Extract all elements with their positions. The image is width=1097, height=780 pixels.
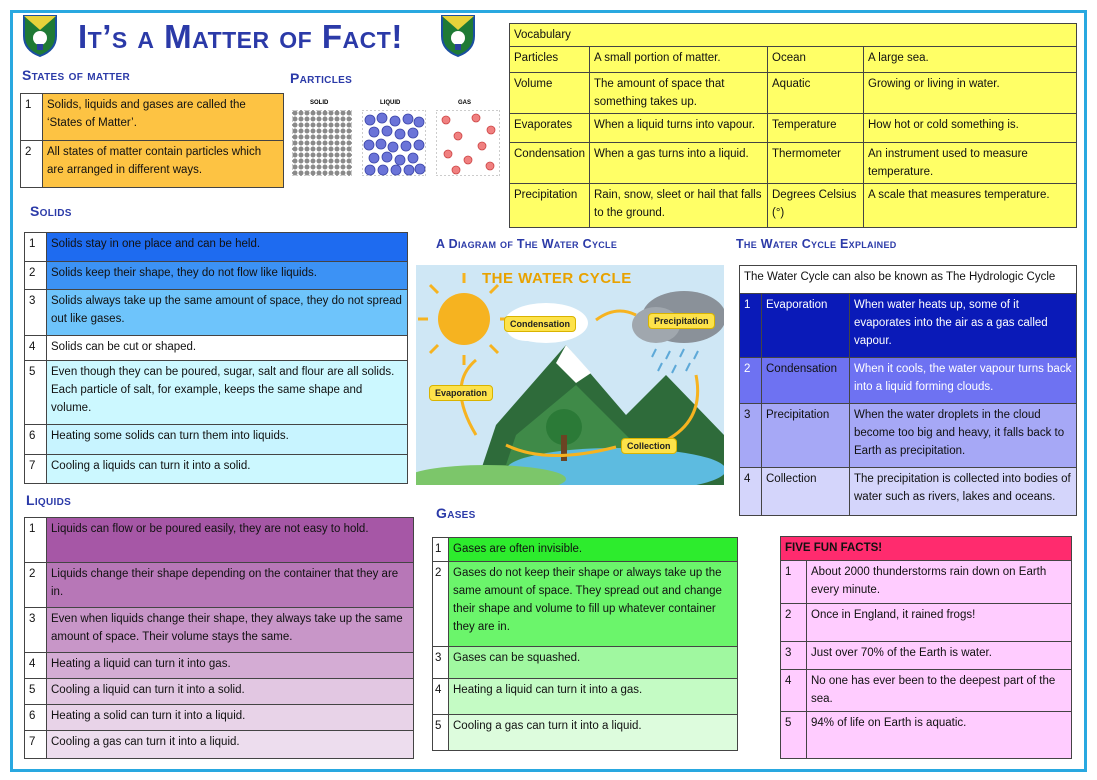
vocab-term: Volume — [510, 73, 590, 114]
fact-text: Once in England, it rained frogs! — [807, 604, 1072, 642]
gases-num: 4 — [433, 679, 449, 715]
liquids-num: 6 — [25, 705, 47, 731]
gas-particles-icon — [436, 110, 500, 176]
vocab-term: Particles — [510, 47, 590, 73]
fact-text: 94% of life on Earth is aquatic. — [807, 712, 1072, 759]
fun-facts-table — [780, 536, 1072, 758]
explained-term: Evaporation — [762, 294, 850, 358]
vocab-term: Aquatic — [768, 73, 864, 114]
liquids-table — [24, 517, 414, 758]
fact-num: 1 — [781, 561, 807, 604]
vocab-term: Ocean — [768, 47, 864, 73]
vocabulary-header: Vocabulary — [510, 24, 1077, 47]
liquids-cell: Liquids change their shape depending on the container that they are in. — [47, 563, 414, 608]
liquids-num: 2 — [25, 563, 47, 608]
vocab-term: Condensation — [510, 143, 590, 184]
vocab-def: A large sea. — [864, 47, 1077, 73]
explained-text: When the water droplets in the cloud become too big and heavy, it falls back to Earth as precipitation. — [850, 404, 1077, 468]
gases-cell: Cooling a gas can turn it into a liquid. — [449, 715, 738, 751]
diagram-heading: A Diagram of The Water Cycle — [436, 237, 618, 251]
explained-num: 2 — [740, 358, 762, 404]
solids-num: 6 — [25, 424, 47, 455]
solids-num: 4 — [25, 336, 47, 360]
vocab-def: When a liquid turns into vapour. — [590, 114, 768, 143]
liquid-particles-icon — [362, 110, 426, 176]
particles-illustration — [290, 98, 502, 186]
gases-num: 2 — [433, 562, 449, 647]
liquids-cell: Cooling a gas can turn it into a liquid. — [47, 731, 414, 759]
vocab-def: An instrument used to measure temperature. — [864, 143, 1077, 184]
gases-num: 5 — [433, 715, 449, 751]
explained-text: When water heats up, some of it evaporates into the air as a gas called vapour. — [850, 294, 1077, 358]
explained-text: The precipitation is collected into bodies of water such as rivers, lakes and oceans. — [850, 468, 1077, 516]
liquids-cell: Cooling a liquid can turn it into a solid. — [47, 679, 414, 705]
particle-label-solid: SOLID — [310, 100, 329, 106]
vocab-def: A scale that measures temperature. — [864, 184, 1077, 228]
vocab-def: A small portion of matter. — [590, 47, 768, 73]
solids-cell: Heating some solids can turn them into liquids. — [47, 424, 408, 455]
fact-num: 3 — [781, 642, 807, 670]
fun-facts-header: FIVE FUN FACTS! — [781, 537, 1072, 561]
liquids-cell: Even when liquids change their shape, they always take up the same amount of space. Their volume stays the same. — [47, 608, 414, 653]
solids-cell: Solids stay in one place and can be held. — [47, 233, 408, 262]
gases-num: 3 — [433, 647, 449, 679]
states-num: 2 — [21, 141, 43, 188]
solids-cell: Cooling a liquids can turn it into a solid. — [47, 455, 408, 484]
fact-num: 2 — [781, 604, 807, 642]
fact-num: 4 — [781, 670, 807, 712]
vocab-term: Degrees Celsius (°) — [768, 184, 864, 228]
liquids-num: 4 — [25, 653, 47, 679]
gases-table — [432, 537, 738, 750]
explained-intro: The Water Cycle can also be known as The Hydrologic Cycle — [740, 266, 1077, 294]
solids-cell: Even though they can be poured, sugar, salt and flour are all solids. Each particle of salt, for example, keeps the same shape and volume. — [47, 360, 408, 424]
diagram-label-precipitation: Precipitation — [648, 313, 715, 329]
gases-num: 1 — [433, 538, 449, 562]
diagram-title: THE WATER CYCLE — [482, 270, 632, 287]
explained-num: 1 — [740, 294, 762, 358]
water-cycle-scene-icon — [416, 265, 724, 485]
water-cycle-diagram — [416, 265, 724, 485]
states-cell: Solids, liquids and gases are called the ‘States of Matter’. — [43, 94, 284, 141]
explained-term: Condensation — [762, 358, 850, 404]
explained-num: 3 — [740, 404, 762, 468]
fact-text: About 2000 thunderstorms rain down on Earth every minute. — [807, 561, 1072, 604]
fact-text: Just over 70% of the Earth is water. — [807, 642, 1072, 670]
explained-text: When it cools, the water vapour turns back into a liquid forming clouds. — [850, 358, 1077, 404]
solids-num: 7 — [25, 455, 47, 484]
explained-term: Precipitation — [762, 404, 850, 468]
solids-heading: Solids — [30, 203, 72, 219]
vocab-term: Thermometer — [768, 143, 864, 184]
particle-label-gas: GAS — [458, 100, 472, 106]
vocab-term: Evaporates — [510, 114, 590, 143]
gases-cell: Gases are often invisible. — [449, 538, 738, 562]
particles-heading: Particles — [290, 70, 353, 86]
gases-cell: Heating a liquid can turn it into a gas. — [449, 679, 738, 715]
liquids-num: 7 — [25, 731, 47, 759]
gases-cell: Gases can be squashed. — [449, 647, 738, 679]
solid-particles-icon — [292, 110, 352, 176]
explained-num: 4 — [740, 468, 762, 516]
vocab-def: The amount of space that something takes up. — [590, 73, 768, 114]
vocab-def: Rain, snow, sleet or hail that falls to the ground. — [590, 184, 768, 228]
vocab-def: When a gas turns into a liquid. — [590, 143, 768, 184]
states-heading: States of matter — [22, 67, 131, 83]
school-crest-icon-right — [440, 14, 476, 58]
solids-num: 3 — [25, 290, 47, 336]
liquids-cell: Liquids can flow or be poured easily, they are not easy to hold. — [47, 518, 414, 563]
liquids-num: 3 — [25, 608, 47, 653]
diagram-label-condensation: Condensation — [504, 316, 576, 332]
vocab-term: Precipitation — [510, 184, 590, 228]
diagram-label-evaporation: Evaporation — [429, 385, 493, 401]
solids-cell: Solids can be cut or shaped. — [47, 336, 408, 360]
explained-term: Collection — [762, 468, 850, 516]
states-num: 1 — [21, 94, 43, 141]
vocab-def: Growing or living in water. — [864, 73, 1077, 114]
vocab-term: Temperature — [768, 114, 864, 143]
liquids-cell: Heating a liquid can turn it into gas. — [47, 653, 414, 679]
solids-cell: Solids always take up the same amount of space, they do not spread out like gases. — [47, 290, 408, 336]
gases-heading: Gases — [436, 505, 476, 521]
diagram-label-collection: Collection — [621, 438, 677, 454]
states-table — [20, 93, 284, 187]
water-cycle-explained-table — [739, 265, 1077, 515]
liquids-num: 1 — [25, 518, 47, 563]
liquids-heading: Liquids — [26, 492, 72, 508]
vocabulary-table — [509, 23, 1077, 226]
liquids-cell: Heating a solid can turn it into a liquid. — [47, 705, 414, 731]
states-cell: All states of matter contain particles which are arranged in different ways. — [43, 141, 284, 188]
solids-num: 5 — [25, 360, 47, 424]
school-crest-icon — [22, 14, 58, 58]
solids-table — [24, 232, 408, 484]
solids-num: 1 — [25, 233, 47, 262]
fact-text: No one has ever been to the deepest part of the sea. — [807, 670, 1072, 712]
explained-heading: The Water Cycle Explained — [736, 237, 897, 251]
gases-cell: Gases do not keep their shape or always take up the same amount of space. They spread out and change their shape and volume to fill up whatever container they are in. — [449, 562, 738, 647]
particle-label-liquid: LIQUID — [380, 100, 401, 106]
solids-num: 2 — [25, 261, 47, 290]
solids-cell: Solids keep their shape, they do not flow like liquids. — [47, 261, 408, 290]
fact-num: 5 — [781, 712, 807, 759]
vocab-def: How hot or cold something is. — [864, 114, 1077, 143]
page-title: It’s a Matter of Fact! — [78, 18, 403, 55]
liquids-num: 5 — [25, 679, 47, 705]
